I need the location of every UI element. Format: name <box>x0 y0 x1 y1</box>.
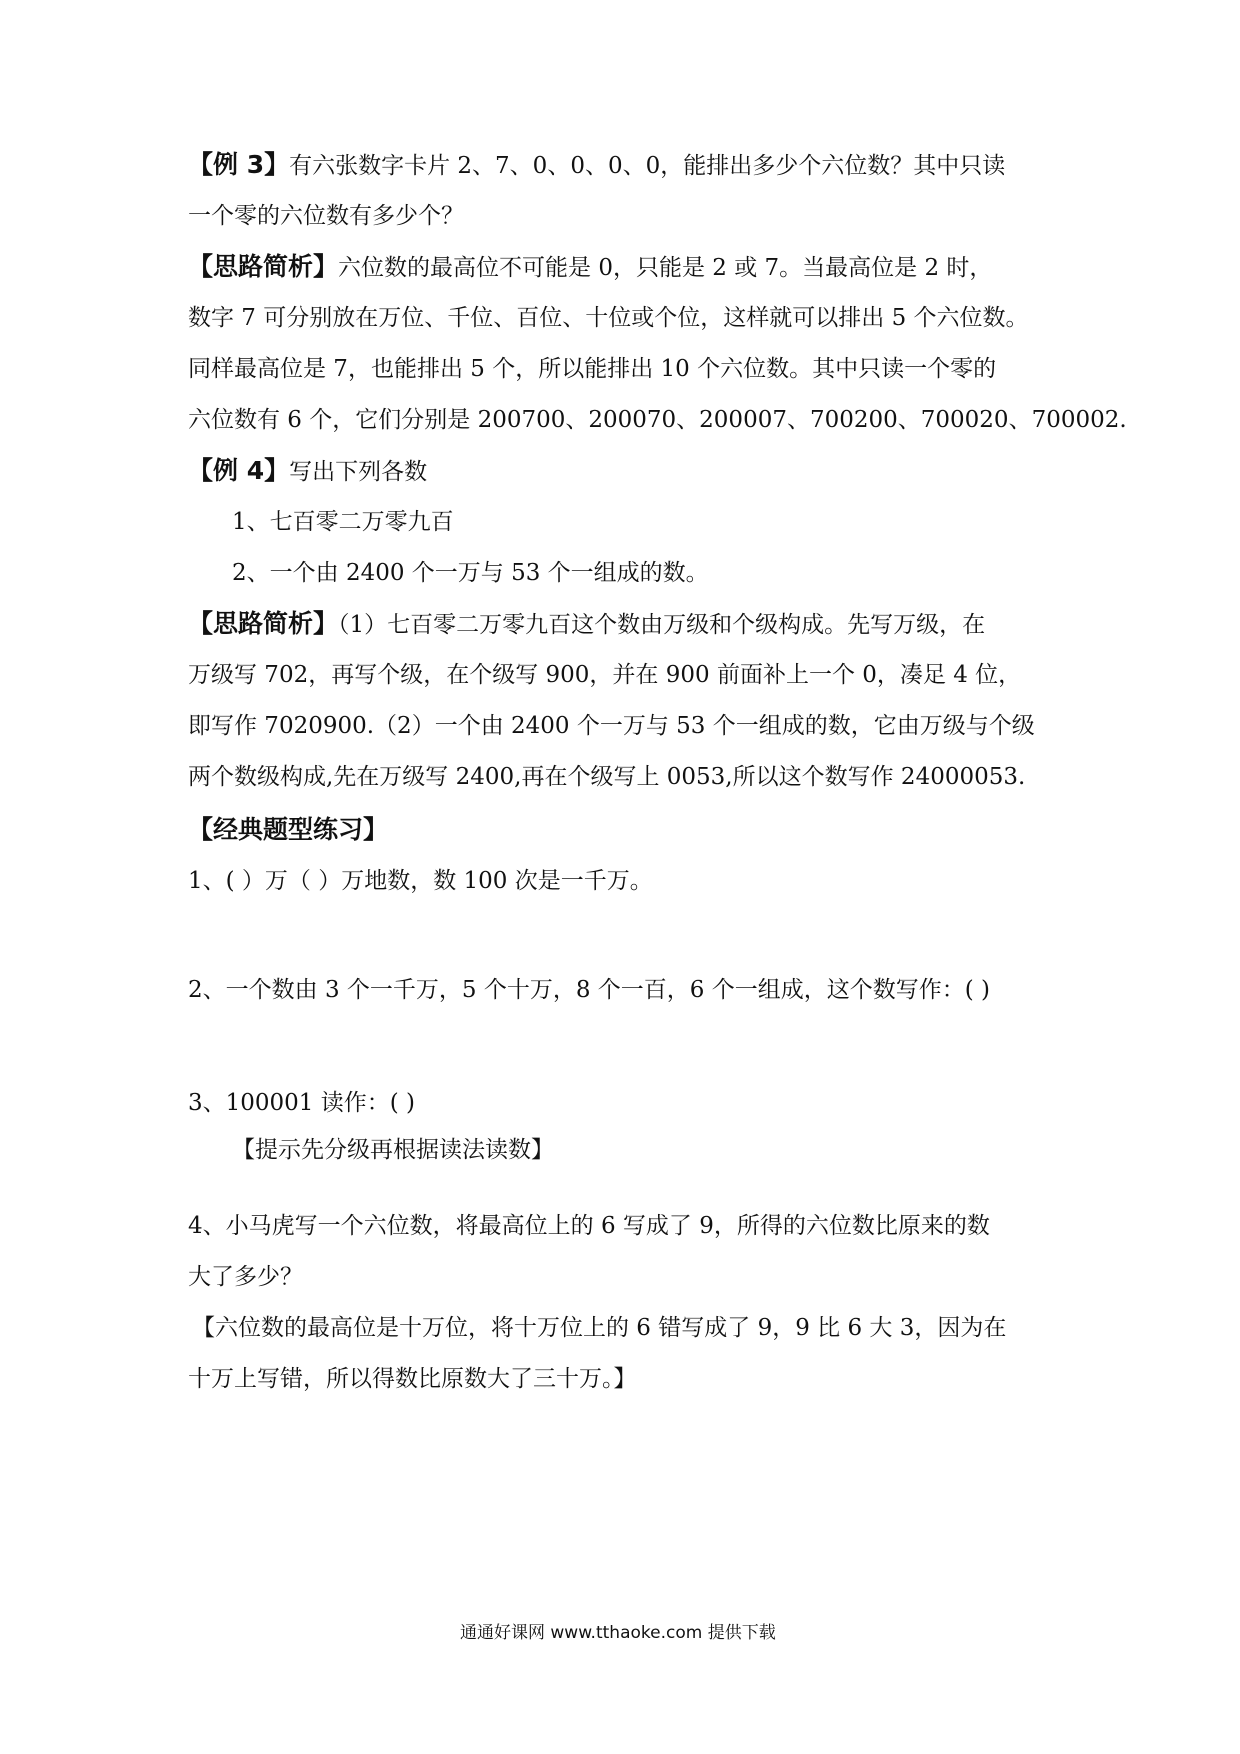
practice-q2: 2、一个数由 3 个一千万，5 个十万，8 个一百，6 个一组成，这个数写作：( ) <box>188 977 990 1003</box>
practice-q4-line1: 4、小马虎写一个六位数，将最高位上的 6 写成了 9，所得的六位数比原来的数 <box>188 1213 990 1239</box>
example4-item2: 2、一个由 2400 个一万与 53 个一组成的数。 <box>232 560 709 586</box>
example3-text: 有六张数字卡片 2、7、0、0、0、0，能排出多少个六位数？其中只读 <box>289 153 1006 179</box>
practice-q3: 3、100001 读作：( ) <box>188 1090 416 1116</box>
analysis4-tag: 【思路简析】 <box>188 609 339 638</box>
analysis3-line3: 同样最高位是 7，也能排出 5 个，所以能排出 10 个六位数。其中只读一个零的 <box>188 356 997 382</box>
analysis3-line1 <box>188 252 992 283</box>
practice-q3-hint: 【提示先分级再根据读法读数】 <box>232 1137 554 1163</box>
example4-tag: 【例 4】 <box>188 456 290 485</box>
footer-credit: 通通好课网 www.tthaoke.com 提供下载 <box>460 1623 776 1643</box>
example4-item1: 1、七百零二万零九百 <box>232 509 454 535</box>
example3-tag: 【例 3】 <box>188 150 290 179</box>
example3-line2: 一个零的六位数有多少个？ <box>188 203 464 229</box>
analysis3-text: 六位数的最高位不可能是 0，只能是 2 或 7。当最高位是 2 时， <box>338 255 993 281</box>
practice-q1: 1、( ）万（ ）万地数，数 100 次是一千万。 <box>188 868 653 894</box>
analysis4-line2: 万级写 702，再写个级，在个级写 900，并在 900 前面补上一个 0，凑足 4 位， <box>188 662 1022 688</box>
example4-text: 写出下列各数 <box>289 459 428 485</box>
analysis4-text: （1）七百零二万零九百这个数由万级和个级构成。先写万级，在 <box>338 612 986 638</box>
practice-q4-answer-line1: 【六位数的最高位是十万位，将十万位上的 6 错写成了 9，9 比 6 大 3，因为在 <box>192 1315 1007 1341</box>
practice-heading: 【经典题型练习】 <box>188 815 389 844</box>
practice-q4-answer-line2: 十万上写错，所以得数比原数大了三十万。】 <box>188 1366 637 1392</box>
analysis3-tag: 【思路简析】 <box>188 252 339 281</box>
analysis3-line4: 六位数有 6 个，它们分别是 200700、200070、200007、700200、700020、700002. <box>188 407 1127 433</box>
analysis4-line1 <box>188 609 985 640</box>
analysis3-line2: 数字 7 可分别放在万位、千位、百位、十位或个位，这样就可以排出 5 个六位数。 <box>188 305 1029 331</box>
example4-line <box>188 456 427 487</box>
analysis4-line4: 两个数级构成,先在万级写 2400,再在个级写上 0053,所以这个数写作 24000053. <box>188 764 1026 790</box>
analysis4-line3: 即写作 7020900.（2）一个由 2400 个一万与 53 个一组成的数，它由万级与个级 <box>188 713 1035 739</box>
practice-q4-line2: 大了多少？ <box>188 1264 303 1290</box>
example3-line1 <box>188 150 1005 181</box>
